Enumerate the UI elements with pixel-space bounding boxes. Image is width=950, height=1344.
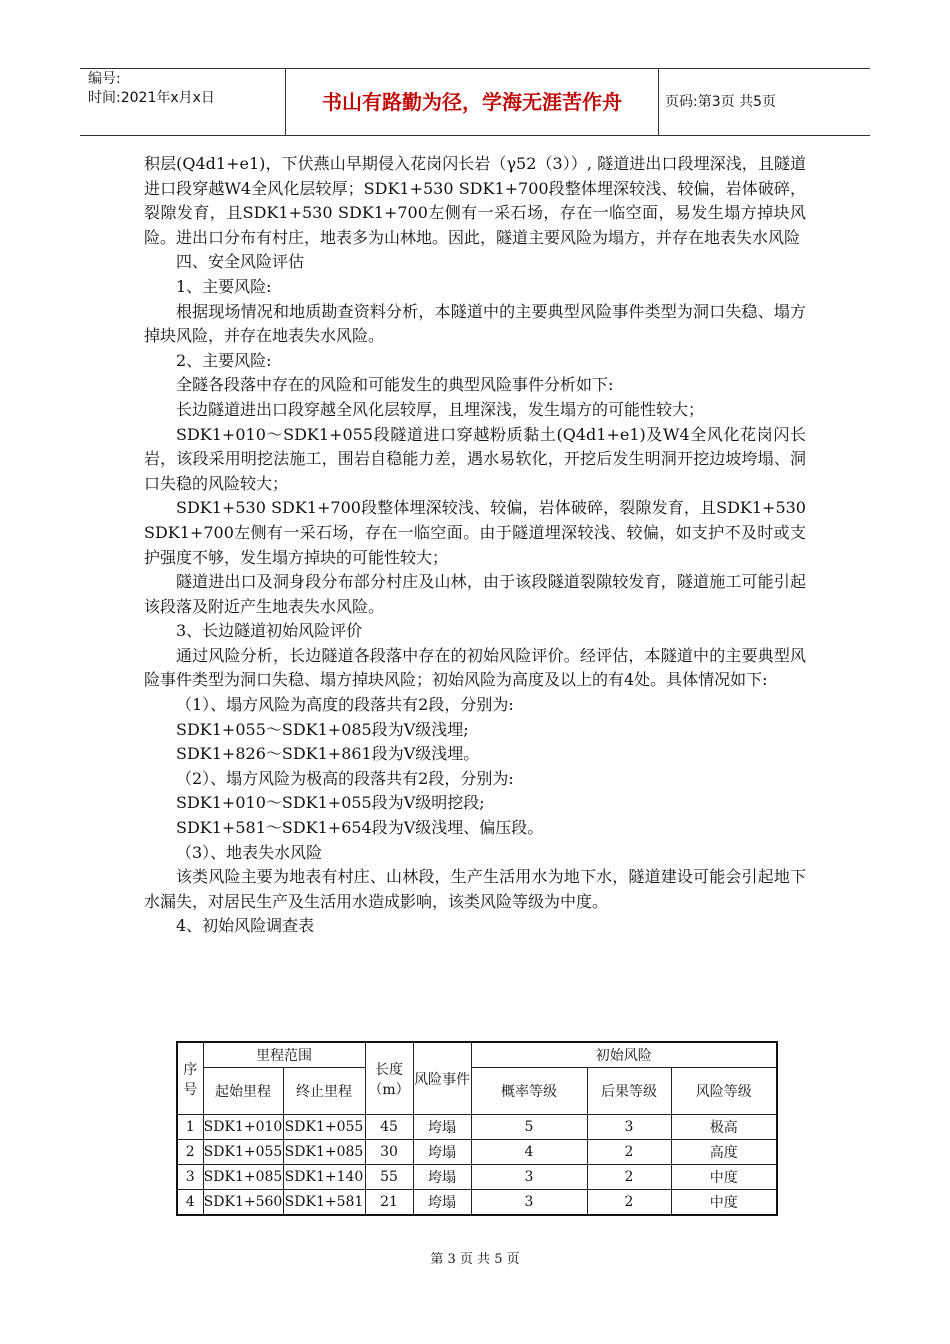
cell-level: 极高 [671,1115,777,1140]
cell-length: 30 [365,1140,413,1165]
header-prob: 概率等级 [471,1068,587,1115]
subheading-risk-table: 4、初始风险调查表 [176,916,315,936]
item-high-collapse-risk: （1）、塌方风险为高度的段落共有2段，分别为: [176,695,514,715]
header-motto: 书山有路勤为径，学海无涯苦作舟 [322,90,622,114]
paragraph-geology: 积层(Q4d1+e1)，下伏燕山早期侵入花岗闪长岩（γ52（3））, 隧道进出口段埋深浅，且隧道进口段穿越W4全风化层较厚；SDK1+530 SDK1+700段整体埋深较浅、较偏，岩体破碎，裂隙发育，且SDK1+530 SDK1+700左侧有一采石场，存在一临空面，易发生塌方掉块风险。进出口分布有村庄，地表多为山林地。因此，隧道主要风险为塌方，并存在地表失水风险 [144,154,806,247]
page-footer [0,1248,950,1267]
cell-length: 21 [365,1190,413,1216]
cell-prob: 3 [471,1190,587,1216]
footer-page-number: 第 3 页 共 5 页 [430,1252,520,1267]
cell-seq: 3 [177,1165,203,1190]
header-end: 终止里程 [283,1068,365,1115]
cell-length: 45 [365,1115,413,1140]
header-meta [88,70,215,108]
cell-event: 垮塌 [413,1165,471,1190]
paragraph-main-risk-summary: 根据现场情况和地质勘查资料分析，本隧道中的主要典型风险事件类型为洞口失稳、塌方掉块风险，并存在地表失水风险。 [144,301,806,346]
paragraph-water-loss-risk: 隧道进出口及洞身段分布部分村庄及山林，由于该段隧道裂隙较发育，隧道施工可能引起该段落及附近产生地表失水风险。 [144,572,806,616]
document-number-label: 编号: [88,71,121,87]
section-heading-risk-assessment: 四、安全风险评估 [176,252,305,272]
subheading-main-risk-2: 2、主要风险: [176,350,272,370]
table-row [177,1190,777,1216]
item-extreme-collapse-risk: （2）、塌方风险为极高的段落共有2段，分别为: [176,768,514,788]
cell-end: SDK1+055 [283,1115,365,1140]
cell-cons: 3 [587,1115,671,1140]
cell-length: 55 [365,1165,413,1190]
header-seq: 序号 [177,1042,203,1115]
cell-start: SDK1+560 [203,1190,283,1216]
cell-event: 垮塌 [413,1190,471,1216]
document-body [144,152,806,939]
cell-start: SDK1+085 [203,1165,283,1190]
cell-cons: 2 [587,1190,671,1216]
document-time-label: 时间:2021年x月x日 [88,90,215,106]
header-page-number: 页码:第3页 共5页 [665,94,776,110]
cell-cons: 2 [587,1140,671,1165]
header-event: 风险事件 [413,1042,471,1115]
subheading-main-risk-1: 1、主要风险: [176,276,272,296]
header-cons: 后果等级 [587,1068,671,1115]
header-length: 长度（m） [365,1042,413,1115]
cell-end: SDK1+140 [283,1165,365,1190]
cell-seq: 1 [177,1115,203,1140]
item-extreme-segment-2: SDK1+581～SDK1+654段为V级浅埋、偏压段。 [176,818,544,838]
cell-prob: 5 [471,1115,587,1140]
header-initial-risk: 初始风险 [471,1042,777,1068]
cell-end: SDK1+085 [283,1140,365,1165]
cell-end: SDK1+581 [283,1190,365,1216]
paragraph-initial-risk-summary: 通过风险分析，长边隧道各段落中存在的初始风险评价。经评估，本隧道中的主要典型风险事件类型为洞口失稳、塌方掉块风险；初始风险为高度及以上的有4处。具体情况如下: [144,645,806,690]
cell-prob: 3 [471,1165,587,1190]
table-row [177,1140,777,1165]
cell-prob: 4 [471,1140,587,1165]
item-surface-water-loss: （3）、地表失水风险 [176,842,323,862]
initial-risk-table [176,1041,778,1216]
header-range: 里程范围 [203,1042,365,1068]
paragraph-shallow-section-risk: SDK1+530 SDK1+700段整体埋深较浅、较偏，岩体破碎，裂隙发育，且SDK1+530 SDK1+700左侧有一采石场，存在一临空面。由于隧道埋深较浅、较偏，如支护不及时或支护强度不够，发生塌方掉块的可能性较大； [144,498,806,567]
header-start: 起始里程 [203,1068,283,1115]
cell-seq: 2 [177,1140,203,1165]
cell-seq: 4 [177,1190,203,1216]
paragraph-entrance-section-risk: SDK1+010～SDK1+055段隧道进口穿越粉质黏土(Q4d1+e1)及W4全风化花岗闪长岩，该段采用明挖法施工，围岩自稳能力差，遇水易软化，开挖后发生明洞开挖边坡垮塌、洞口失稳的风险较大； [144,424,806,493]
subheading-initial-risk-evaluation: 3、长边隧道初始风险评价 [176,621,363,641]
cell-event: 垮塌 [413,1115,471,1140]
header-divider-right [658,68,659,136]
table-row [177,1115,777,1140]
page-header [80,68,870,136]
cell-level: 中度 [671,1165,777,1190]
item-extreme-segment-1: SDK1+010～SDK1+055段为V级明挖段; [176,793,485,813]
item-high-segment-1: SDK1+055～SDK1+085段为V级浅埋; [176,719,469,739]
cell-start: SDK1+055 [203,1140,283,1165]
table-row [177,1165,777,1190]
cell-event: 垮塌 [413,1140,471,1165]
cell-level: 高度 [671,1140,777,1165]
item-high-segment-2: SDK1+826～SDK1+861段为V级浅埋。 [176,744,480,764]
paragraph-portal-risk: 长边隧道进出口段穿越全风化层较厚，且埋深浅，发生塌方的可能性较大； [176,399,705,419]
cell-cons: 2 [587,1165,671,1190]
cell-level: 中度 [671,1190,777,1216]
header-level: 风险等级 [671,1068,777,1115]
cell-start: SDK1+010 [203,1115,283,1140]
paragraph-risk-analysis-intro: 全隧各段落中存在的风险和可能发生的典型风险事件分析如下: [176,375,614,395]
paragraph-water-loss-detail: 该类风险主要为地表有村庄、山林段，生产生活用水为地下水，隧道建设可能会引起地下水漏失，对居民生产及生活用水造成影响，该类风险等级为中度。 [144,867,806,911]
